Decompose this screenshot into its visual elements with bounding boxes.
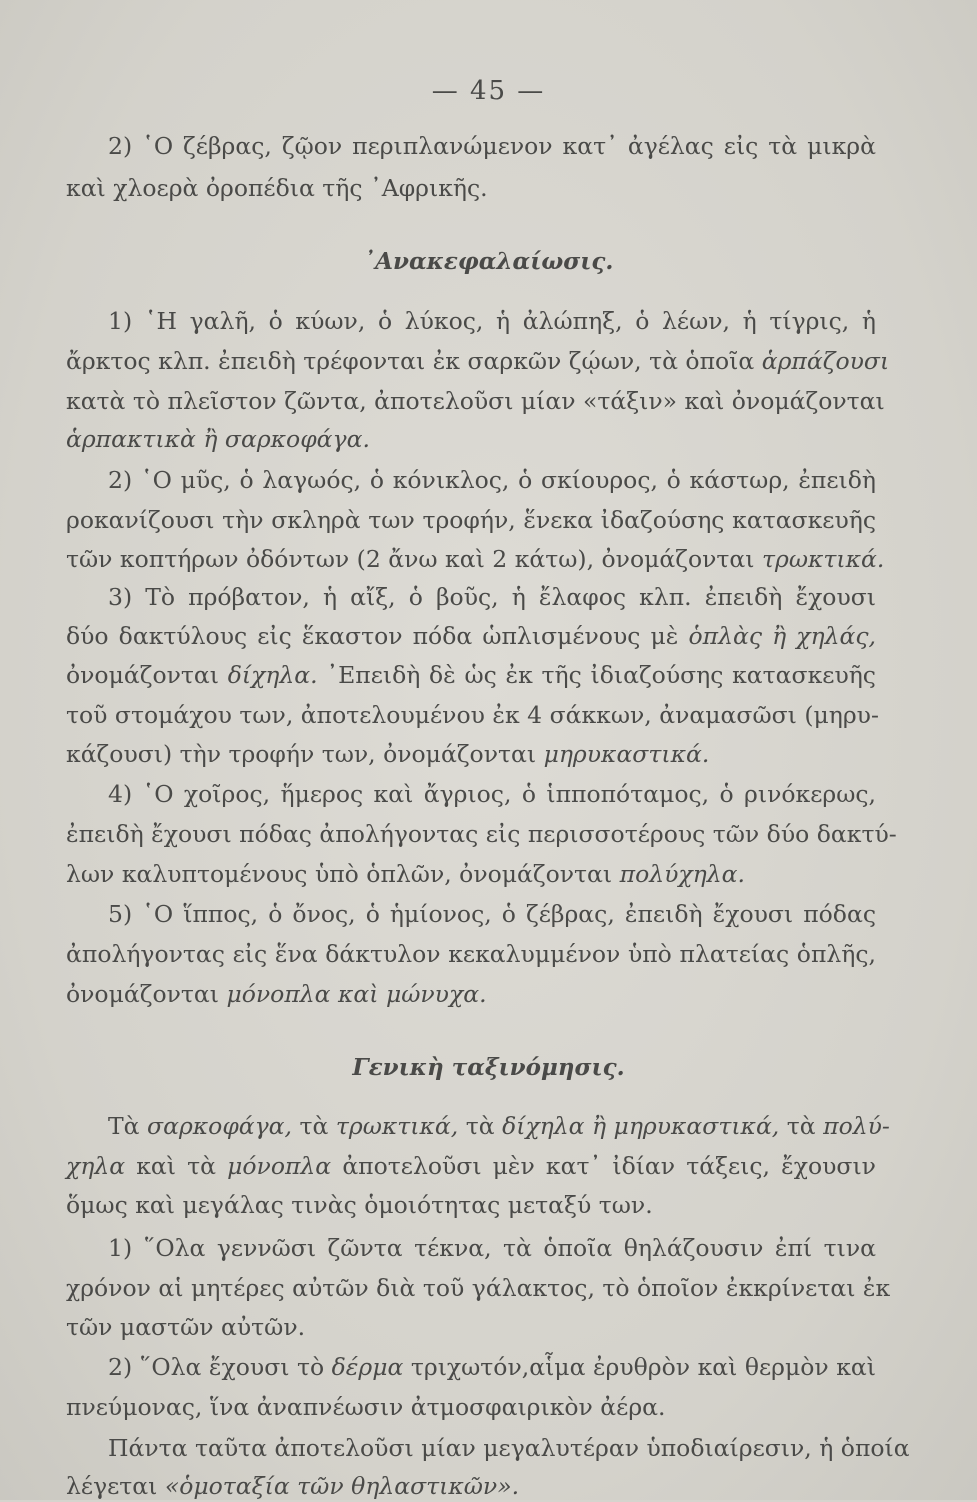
recap-line-3: κατὰ τὸ πλεῖστον ζῶντα, ἀποτελοῦσι μίαν «τάξιν» καὶ ὀνομάζονται xyxy=(66,387,885,415)
recap-line-14: ἐπειδὴ ἔχουσι πόδας ἀπολήγοντας εἰς περισσοτέρους τῶν δύο δακτύ- xyxy=(66,820,897,848)
general-line-10: λέγεται «ὁμοταξία τῶν θηλαστικῶν». xyxy=(66,1472,520,1500)
general-line-8: πνεύμονας, ἵνα ἀναπνέωσιν ἀτμοσφαιρικὸν ἀέρα. xyxy=(66,1393,666,1421)
general-line-6: τῶν μαστῶν αὐτῶν. xyxy=(66,1313,306,1341)
general-line-7: 2) ῞Ολα ἔχουσι τὸ δέρμα τριχωτόν,αἷμα ἐρυθρὸν καὶ θερμὸν καὶ xyxy=(108,1353,876,1381)
zebra-line-1: 2) ῾Ο ζέβρας, ζῷον περιπλανώμενον κατ᾽ ἀγέλας εἰς τὰ μικρὰ xyxy=(108,132,876,160)
general-line-2: χηλα καὶ τὰ μόνοπλα ἀποτελοῦσι μὲν κατ᾽ ἰδίαν τάξεις, ἔχουσιν xyxy=(66,1152,876,1180)
recap-line-10: ὀνομάζονται δίχηλα. ᾽Επειδὴ δὲ ὡς ἐκ τῆς ἰδιαζούσης κατασκευῆς xyxy=(66,661,876,689)
recap-line-7: τῶν κοπτήρων ὀδόντων (2 ἄνω καὶ 2 κάτω), ὀνομάζονται τρωκτικά. xyxy=(66,545,885,573)
general-line-3: ὅμως καὶ μεγάλας τινὰς ὁμοιότητας μεταξύ των. xyxy=(66,1191,653,1219)
recap-line-1: 1) ῾Η γαλῆ, ὁ κύων, ὁ λύκος, ἡ ἀλώπηξ, ὁ λέων, ἡ τίγρις, ἡ xyxy=(108,307,876,335)
recap-line-4: ἁρπακτικὰ ἢ σαρκοφάγα. xyxy=(66,425,370,453)
recap-line-17: ἀπολήγοντας εἰς ἕνα δάκτυλον κεκαλυμμένον ὑπὸ πλατείας ὁπλῆς, xyxy=(66,940,876,968)
recap-line-5: 2) ῾Ο μῦς, ὁ λαγωός, ὁ κόνικλος, ὁ σκίουρος, ὁ κάστωρ, ἐπειδὴ xyxy=(108,466,876,494)
recap-line-8: 3) Τὸ πρόβατον, ἡ αἴξ, ὁ βοῦς, ἡ ἔλαφος κλπ. ἐπειδὴ ἔχουσι xyxy=(108,583,876,611)
general-line-1: Τὰ σαρκοφάγα, τὰ τρωκτικά, τὰ δίχηλα ἢ μηρυκαστικά, τὰ πολύ- xyxy=(108,1112,890,1140)
recap-line-2: ἄρκτος κλπ. ἐπειδὴ τρέφονται ἐκ σαρκῶν ζῴων, τὰ ὁποῖα ἁρπάζουσι xyxy=(66,347,890,375)
recap-heading: ᾽Ανακεφαλαίωσις. xyxy=(363,248,614,275)
general-line-4: 1) ῞Ολα γεννῶσι ζῶντα τέκνα, τὰ ὁποῖα θηλάζουσιν ἐπί τινα xyxy=(108,1234,876,1262)
recap-line-15: λων καλυπτομένους ὑπὸ ὁπλῶν, ὀνομάζονται πολύχηλα. xyxy=(66,860,745,888)
page-number: — 45 — xyxy=(431,76,546,106)
general-heading: Γενικὴ ταξινόμησις. xyxy=(352,1054,625,1081)
recap-line-12: κάζουσι) τὴν τροφήν των, ὀνομάζονται μηρυκαστικά. xyxy=(66,740,710,768)
recap-line-16: 5) ῾Ο ἵππος, ὁ ὄνος, ὁ ἡμίονος, ὁ ζέβρας, ἐπειδὴ ἔχουσι πόδας xyxy=(108,900,876,928)
general-line-9: Πάντα ταῦτα ἀποτελοῦσι μίαν μεγαλυτέραν ὑποδιαίρεσιν, ἡ ὁποία xyxy=(108,1434,910,1462)
recap-line-13: 4) ῾Ο χοῖρος, ἥμερος καὶ ἄγριος, ὁ ἱπποπόταμος, ὁ ρινόκερως, xyxy=(108,780,876,808)
recap-line-6: ροκανίζουσι τὴν σκληρὰ των τροφήν, ἕνεκα ἰδαζούσης κατασκευῆς xyxy=(66,506,876,534)
zebra-line-2: καὶ χλοερὰ ὀροπέδια τῆς ᾽Αφρικῆς. xyxy=(66,174,488,202)
recap-line-9: δύο δακτύλους εἰς ἕκαστον πόδα ὡπλισμένους μὲ ὁπλὰς ἢ χηλάς, xyxy=(66,622,876,650)
recap-line-18: ὀνομάζονται μόνοπλα καὶ μώνυχα. xyxy=(66,980,487,1008)
recap-line-11: τοῦ στομάχου των, ἀποτελουμένου ἐκ 4 σάκκων, ἀναμασῶσι (μηρυ- xyxy=(66,701,879,729)
general-line-5: χρόνον αἱ μητέρες αὐτῶν διὰ τοῦ γάλακτος, τὸ ὁποῖον ἐκκρίνεται ἐκ xyxy=(66,1274,891,1302)
